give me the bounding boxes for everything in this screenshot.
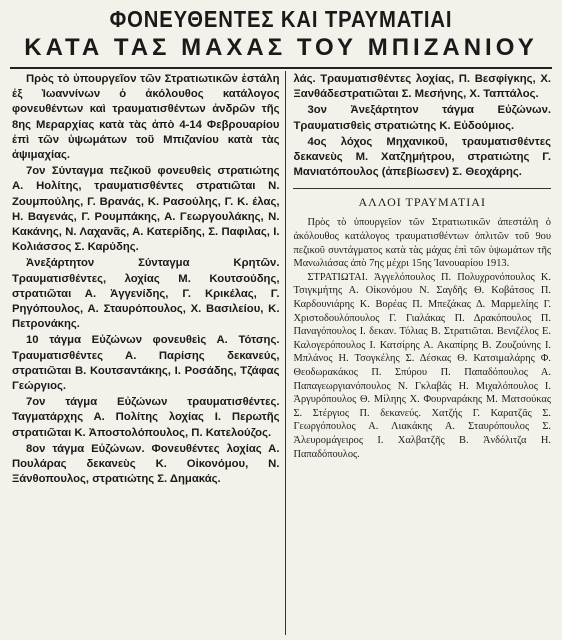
right-paragraph: λάς. Τραυματισθέντες λοχίας, Π. Βεσφίγκης, Χ. Ξανθάδεστρατιῶται Σ. Μεσήνης, Χ. Ταπτάλος. bbox=[293, 73, 551, 101]
right-paragraph: 3ον Ἀνεξάρτητον τάγμα Εὐζώνων. Τραυματισθεὶς στρατιώτης Κ. Εὐδούμιος. bbox=[293, 104, 551, 132]
right-paragraph: 4ος λόχος Μηχανικοῦ, τραυματισθέντες δεκανεὺς Μ. Χατζημήτρου, στρατιώτης Γ. Μανιατόπουλος (ἀπεβίωσεν) Σ. Θεοχάρης. bbox=[293, 135, 551, 179]
headline-title: ΦΟΝΕΥΘΕΝΤΕΣ ΚΑΙ ΤΡΑΥΜΑΤΙΑΙ bbox=[109, 6, 453, 32]
right-paragraph: ΣΤΡΑΤΙΩΤΑΙ. Ἀγγελόπουλος Π. Πολυχρονόπουλος Κ. Τσιγκμήτης Α. Οἰκονόμου Ν. Σαγδῆς Θ. Κοβάτσος Π. Καρδουνιάρης Κ. Βορέας Π. Μπεζάκας Δ. Μαρμελίης Γ. Χριστοδουλόπουλος Γ. Γιαλάκας Π. Δρακόπουλος Π. Παναγόπουλος Ι. δεκαν. Τόλιας Β. Στρατιῶται. Βενιζέλος Ε. Καλογερόπουλος Ι. Κατσίρης Α. Ακαπίρης Β. Ζουζούνης Ι. Μπλάνος Η. Τσογκέλης Σ. Δέσκας Θ. Κατσιμαλάρης Φ. Θεοδωρακάκος Π. Σπύρου Π. Παπαδόπουλος Α. Παπαγεωργιανόπουλος Ν. Γκλαβάς Η. Μιχαλόπουλος Ι. Ἀργυρόπουλος Θ. Μίληης Χ. Φουρναράκης Μ. Ματσούκας Σ. Στέργιος Π. δεκανεύς. Χατζής Γ. Καρατζᾶς Σ. Γεωργόπουλος Α. Λιακάκης Α. Σταυρόπουλος Σ. Ἀλευρομάγειρος Ι. Χαλβατζῆς Β. Ἀνδόλιτζα Η. Παπαδόπουλος. bbox=[293, 271, 551, 460]
left-paragraph: 10 τάγμα Εὐζώνων φονευθεὶς Α. Τότσης. Τραυματισθέντες Α. Παρίσης δεκανεύς, στρατιῶται Β. Κουτσαντάκης, Ι. Ροσάδης, Τζάφας Γεώργιος. bbox=[12, 334, 280, 393]
left-column bbox=[8, 69, 285, 635]
left-paragraph: Ἀνεξάρτητον Σύνταγμα Κρητῶν. Τραυματισθέντες, λοχίας Μ. Κουτσούδης, στρατιῶται Α. Ἀγγενίδης, Γ. Κρικέλας, Γ. Ρηγόπουλος, Α. Σταυρόπουλος, Χ. Βασιλείου, Κ. Πετρονάκης. bbox=[12, 257, 280, 331]
headline-subtitle: ΚΑΤΑ ΤΑΣ ΜΑΧΑΣ ΤΟΥ ΜΠΙΖΑΝΙΟΥ bbox=[24, 34, 538, 61]
article-columns bbox=[8, 69, 554, 635]
right-column bbox=[286, 69, 554, 635]
right-paragraph: Πρὸς τὸ ὑπουργεῖον τῶν Στρατιωτικῶν ἀπεστάλη ὁ ἀκόλουθος κατάλογος τραυματισθέντων ὁπλιτῶν τοῦ 9ου πεζικοῦ συντάγματος κατὰ τὰς μάχας ἐπὶ τῶν ὑψωμάτων τῆς Μανωλιάσας ἀπὸ 7ης μέχρι 15ης Ἰανουαρίου 1913. bbox=[293, 217, 551, 270]
left-paragraph: Πρὸς τὸ ὑπουργεῖον τῶν Στρατιωτικῶν ἐστάλη ἐξ Ἰωαννίνων ὁ ἀκόλουθος κατάλογος φονευθέντων καὶ τραυματισθέντων ἀνδρῶν τῆς 8ης Μεραρχίας κατὰ τὰς ἀπὸ 4-14 Φεβρουαρίου ἐπὶ τῶν ὑψωμάτων τοῦ Μπιζανίου κατὰ τὰς ἀψιμαχίας. bbox=[12, 73, 280, 162]
left-paragraph: 7ον τάγμα Εὐζώνων τραυματισθέντες. Ταγματάρχης Α. Πολίτης λοχίας Ι. Περωτῆς στρατιῶται Κ. Ἀποστολόπουλος, Π. Κατελούζος. bbox=[12, 396, 280, 439]
section-heading: ΑΛΛΟΙ ΤΡΑΥΜΑΤΙΑΙ bbox=[293, 188, 551, 210]
left-paragraph: 8ον τάγμα Εὐζώνων. Φονευθέντες λοχίας Α. Πουλάρας δεκανεὺς Κ. Οἰκονόμου, Ν. Ξάνθοπουλος, στρατιώτης Σ. Δημακάς. bbox=[12, 442, 280, 486]
left-paragraph: 7ον Σύνταγμα πεζικοῦ φονευθεὶς στρατιώτης Α. Ηολίτης, τραυματισθέντες στρατιῶται Ν. Ζουμπούλης, Γ. Βρανάς, Κ. Ρασούλης, Γ. Κ. έλας, Η. Βαγενάς, Γ. Ρουμπάκης, Α. Γεωργουλάκης, Ν. Κακάνης, Ν. Λαχανᾶς, Α. Κατερίδης, Σ. Παφιλας, Ι. Κολιάσσος Σ. Καρύδης. bbox=[12, 165, 280, 254]
